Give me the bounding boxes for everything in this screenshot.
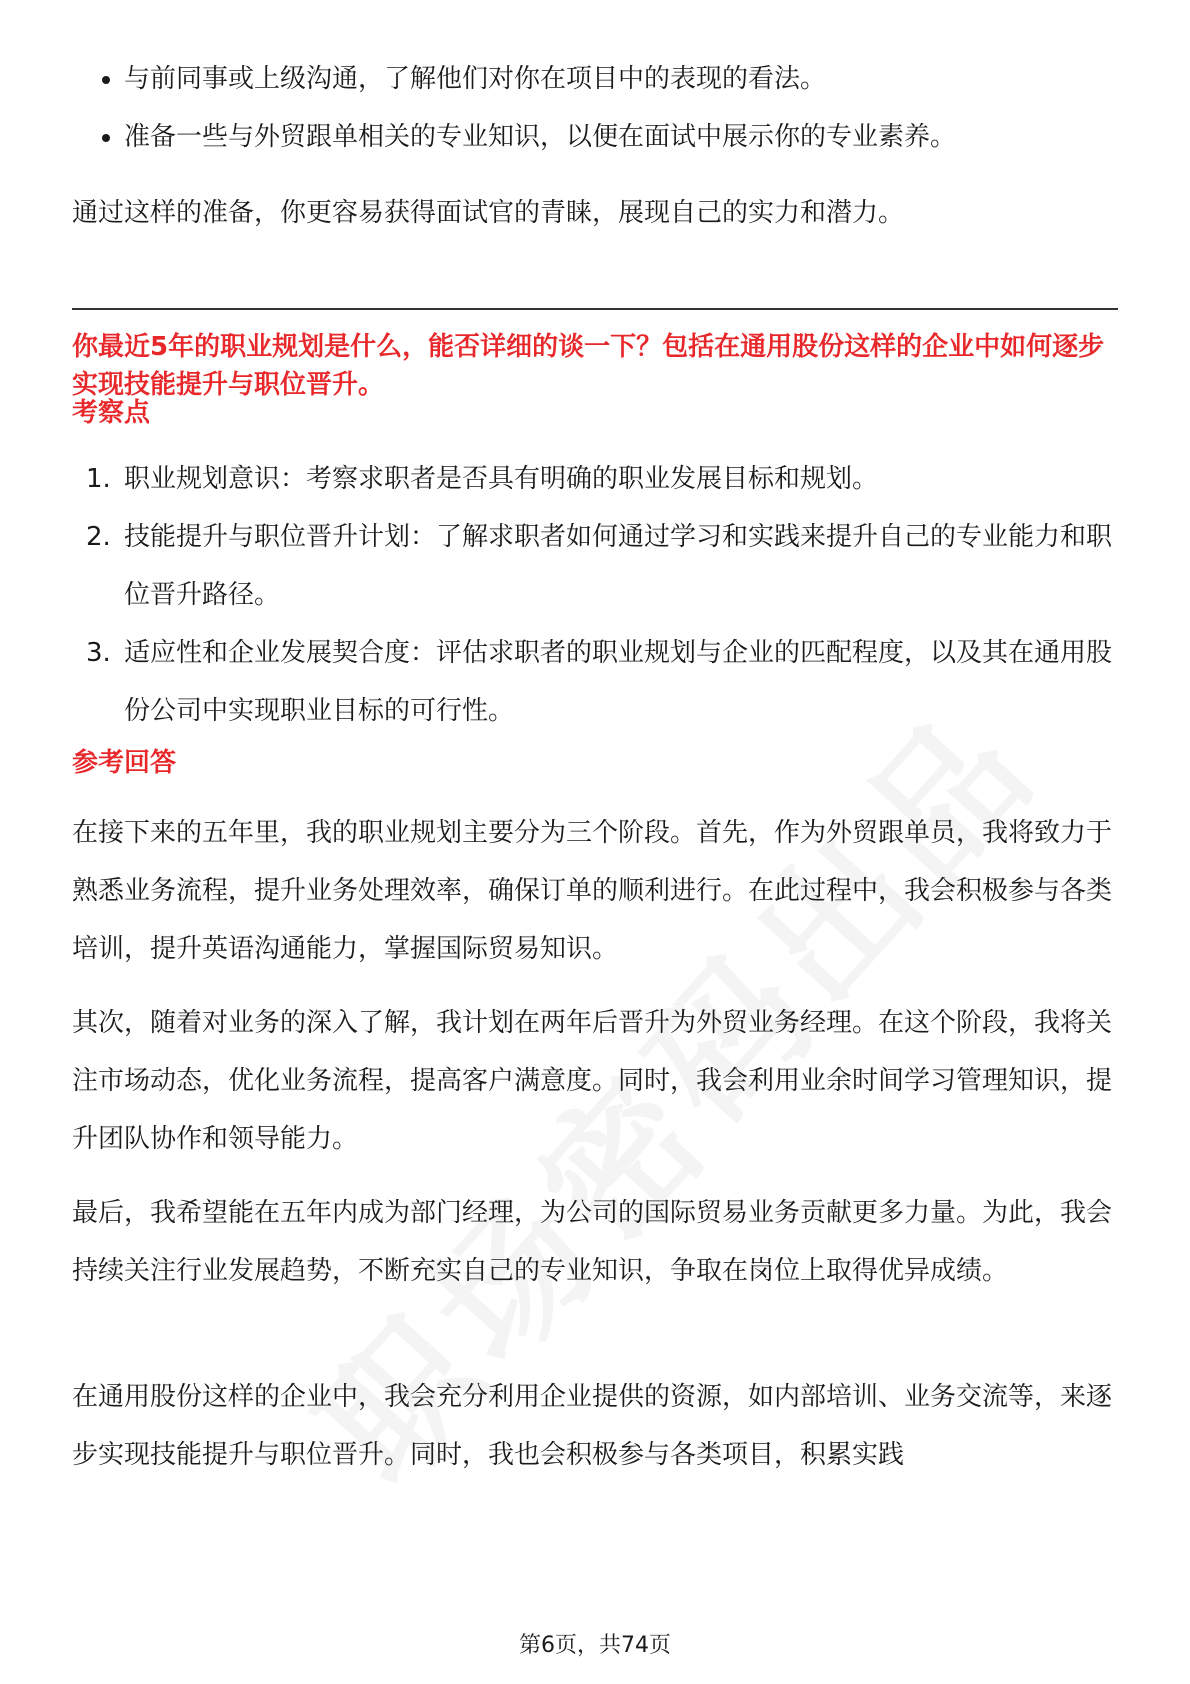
answer-paragraph: 最后，我希望能在五年内成为部门经理，为公司的国际贸易业务贡献更多力量。为此，我会持续关注行业发展趋势，不断充实自己的专业知识，争取在岗位上取得优异成绩。 [72, 1198, 1113, 1286]
interview-question: 你最近5年的职业规划是什么，能否详细的谈一下？包括在通用股份这样的企业中如何逐步实现技能提升与职位晋升。 [72, 332, 1105, 400]
tips-bullet-list [72, 60, 1118, 176]
list-number: 1. [86, 464, 111, 494]
answer-paragraph: 在接下来的五年里，我的职业规划主要分为三个阶段。首先，作为外贸跟单员，我将致力于熟悉业务流程，提升业务处理效率，确保订单的顺利进行。在此过程中，我会积极参与各类培训，提升英语沟通能力，掌握国际贸易知识。 [72, 818, 1113, 964]
answer-paragraph: 其次，随着对业务的深入了解，我计划在两年后晋升为外贸业务经理。在这个阶段，我将关注市场动态，优化业务流程，提高客户满意度。同时，我会利用业余时间学习管理知识，提升团队协作和领导能力。 [72, 1008, 1113, 1154]
section-divider [72, 308, 1118, 310]
list-item [72, 624, 1118, 740]
answer-paragraph: 在通用股份这样的企业中，我会充分利用企业提供的资源，如内部培训、业务交流等，来逐步实现技能提升与职位晋升。同时，我也会积极参与各类项目，积累实践 [72, 1382, 1113, 1470]
intro-conclusion-paragraph: 通过这样的准备，你更容易获得面试官的青睐，展现自己的实力和潜力。 [72, 198, 905, 228]
list-item-text: 适应性和企业发展契合度：评估求职者的职业规划与企业的匹配程度，以及其在通用股份公司中实现职业目标的可行性。 [124, 638, 1113, 726]
evaluation-points-list [72, 450, 1118, 740]
list-number: 2. [86, 522, 111, 552]
answer-heading: 参考回答 [72, 748, 177, 778]
list-item-text: 职业规划意识：考察求职者是否具有明确的职业发展目标和规划。 [124, 464, 879, 494]
list-item [72, 450, 1118, 508]
list-item [72, 508, 1118, 624]
list-item-text: 技能提升与职位晋升计划：了解求职者如何通过学习和实践来提升自己的专业能力和职位晋升路径。 [124, 522, 1113, 610]
list-item: 与前同事或上级沟通，了解他们对你在项目中的表现的看法。 [72, 60, 1118, 118]
list-item: 准备一些与外贸跟单相关的专业知识，以便在面试中展示你的专业素养。 [72, 118, 1118, 176]
kaochadian-heading: 考察点 [72, 398, 151, 428]
list-number: 3. [86, 638, 111, 668]
page-footer: 第6页，共74页 [519, 1633, 671, 1658]
